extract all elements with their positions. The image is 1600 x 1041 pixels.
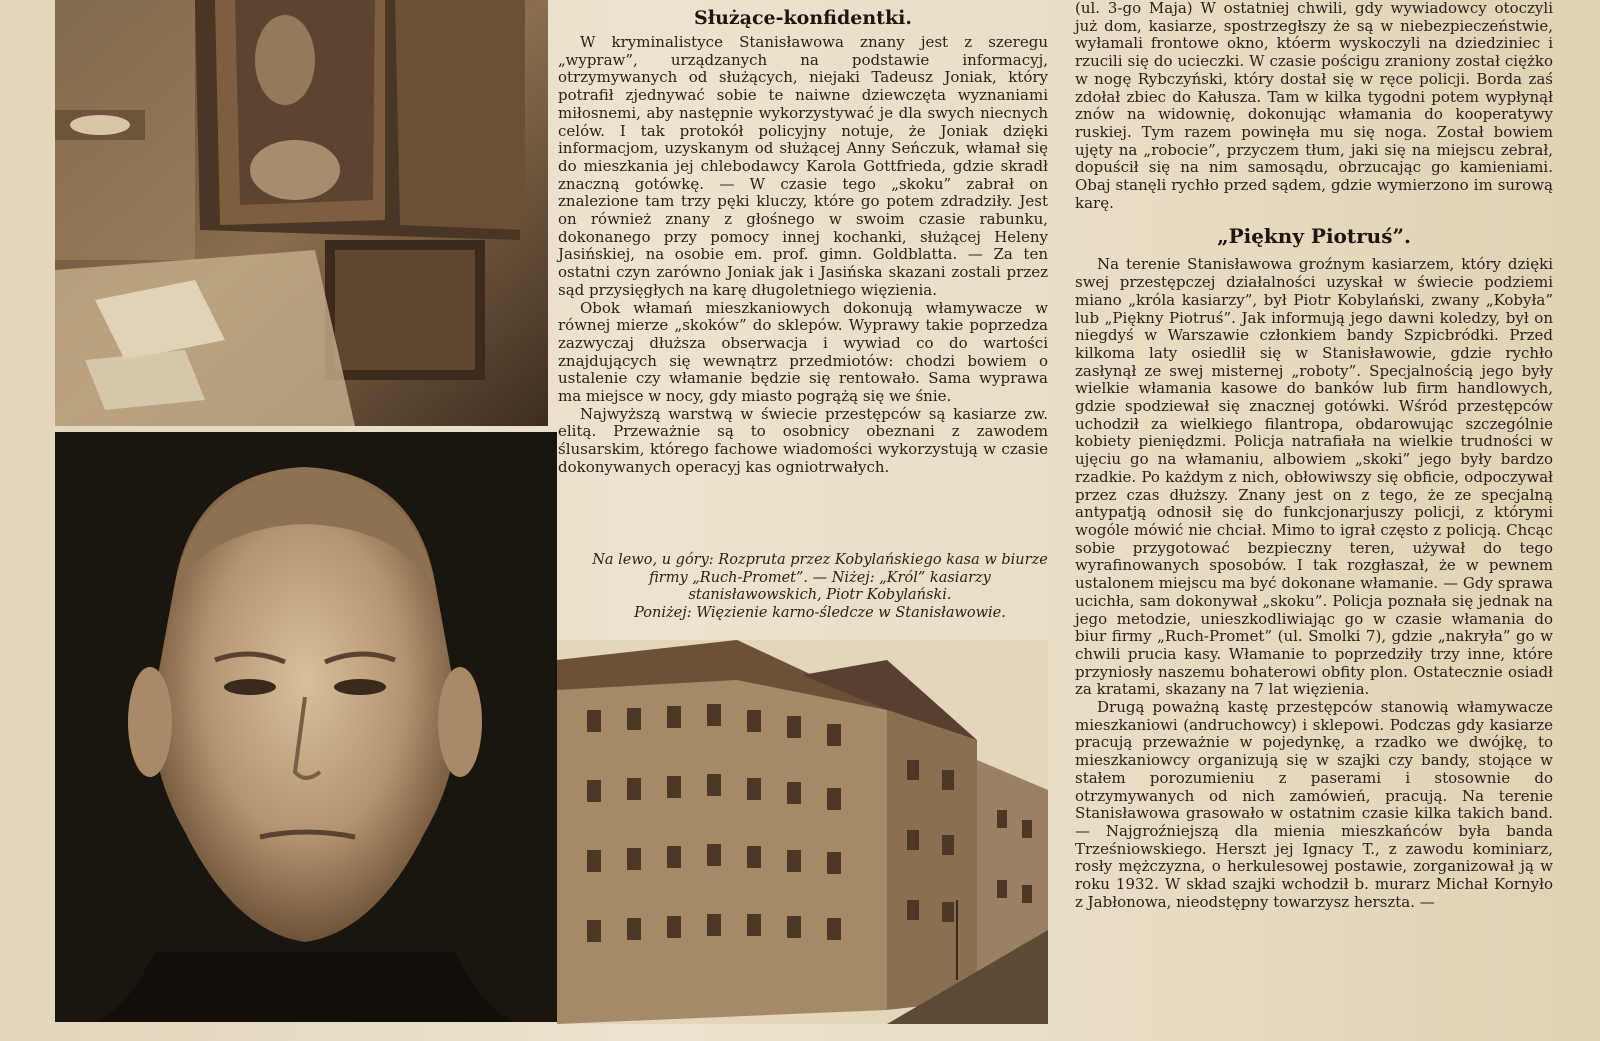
- article-paragraph: Najwyższą warstwą w świecie przestępców są kasiarze zw. elitą. Przeważnie są to osobnicy obeznani z zawodem ślusarskim, którego fachowe wiadomości wykorzystują w czasie dokonywanych operacyj kas ogniotrwałych.: [558, 404, 1048, 476]
- article-paragraph: Na terenie Stanisławowa groźnym kasiarzem, który dzięki swej przestępczej działalności uzyskał w świecie podziemi miano „króla kasiarzy”, był Piotr Kobylański, zwany „Kobyła” lub „Piękny Piotruś”. Jak informują jego dawni koledzy, był on niegdyś w Warszawie członkiem bandy Szpicbródki. Przed kilkoma laty osiedlił się w Stanisławowie, gdzie rychło zasłynął ze swej misternej „roboty”. Specjalnością jego były wielkie włamania kasowe do banków lub firm handlowych, gdzie spodziewał się znacznej gotówki. Wśród przestępców uchodził za wielkiego filantropa, obdarowując szczególnie kobiety pieniędzmi. Policja natrafiała na wielkie trudności w ujęciu go na włamaniu, albowiem „skoki” jego były bardzo rzadkie. Po każdym z nich, obłowiwszy się obficie, odpoczywał przez czas dłuższy. Znany jest on z tego, że ze specjalną antypatją odnosił się do funkcjonarjuszy policji, z którymi wogóle mówić nie chciał. Mimo to igrał często z policją. Chcąc sobie przygotować bezpieczny teren, używał do tego wyrafinowanych sposobów. I tak rozgłaszał, że w pewnem ustalonem miejscu ma być dokonane włamanie. — Gdy sprawa ucichła, sam dokonywał „skoku”. Policja poznała się jednak na jego metodzie, unieszkodliwiając go w czasie włamania do biur firmy „Ruch-Promet” (ul. Smolki 7), gdzie „nakryła” go w chwili prucia kasy. Włamanie to poprzedziły trzy inne, które przyniosły naszemu bohaterowi obfity plon. Ostatecznie osiadł za kratami, skazany na 7 lat więzienia.: [1075, 255, 1553, 699]
- caption-line: Poniżej: Więzienie karno-śledcze w Stanisławowie.: [634, 604, 1006, 621]
- photo-caption: [590, 552, 1050, 622]
- article-heading-piekny-piotrus: „Piękny Piotruś”.: [1217, 224, 1411, 249]
- caption-line: Na lewo, u góry: Rozpruta przez Kobylańskiego kasa w biurze firmy „Ruch-Promet”. — Niżej: „Król” kasiarzy stanisławowskich, Piotr Kobylański.: [592, 552, 1048, 603]
- article-paragraph: Obok włamań mieszkaniowych dokonują włamywacze w równej mierze „skoków” do sklepów. Wyprawy takie poprzedza zazwyczaj dłuższa obserwacja i wywiad co do wartości znajdujących się wewnątrz przedmiotów: chodzi bowiem o ustalenie czy włamanie będzie się rentowało. Sama wyprawa ma miejsce w nocy, gdy miasto pogrążą się we śnie.: [558, 298, 1048, 406]
- article-column-right: [1075, 0, 1553, 911]
- photo-prison-building: [557, 640, 1048, 1024]
- article-paragraph: W kryminalistyce Stanisławowa znany jest z szeregu „wypraw”, urządzanych na podstawie informacyj, otrzymywanych od służących, niejaki Tadeusz Joniak, który potrafił zjednywać sobie te naiwne dziewczęta wyznaniami miłosnemi, aby następnie wykorzystywać je dla swych niecnych celów. I tak protokół policyjny notuje, że Joniak dzięki informacjom, uzyskanym od służącej Anny Seńczuk, włamał się do mieszkania jej chlebodawcy Karola Gottfrieda, gdzie skradł znaczną gotówkę. — W czasie tego „skoku” zabrał on znalezione tam trzy pęki kluczy, które go potem zdradziły. Jest on również znany z głośnego w swoim czasie rabunku, dokonanego przy pomocy innej kochanki, służącej Heleny Jasińskiej, na osobie em. prof. gimn. Goldblatta. — Za ten ostatni czyn zarówno Joniak jak i Jasińska skazani zostali przez sąd przysięgłych na karę długoletniego więzienia.: [558, 33, 1048, 299]
- article-paragraph-continued: (ul. 3-go Maja) W ostatniej chwili, gdy wywiadowcy otoczyli już dom, kasiarze, spostrzegłszy że są w niebezpieczeństwie, wyłamali frontowe okno, któerm wyskoczyli na dziedziniec i rzucili się do ucieczki. W czasie pościgu zraniony został ciężko w nogę Rybczyński, który dostał się w ręce policji. Borda zaś zdołał zbiec do Kałusza. Tam w kilka tygodni potem wypłynął znów na widownię, dokonując włamania do kooperatywy ruskiej. Tym razem powinęła mu się noga. Został bowiem ujęty na „robocie”, przyczem tłum, jaki się na miejscu zebrał, dopuścił się na nim samosądu, obrzucając go kamieniami. Obaj stanęli rychło przed sądem, gdzie wymierzono im surową karę.: [1075, 0, 1553, 212]
- photo-ripped-safe: [55, 0, 548, 426]
- photo-portrait-piotr-kobylanski: [55, 432, 557, 1022]
- article-paragraph: Drugą poważną kastę przestępców stanowią włamywacze mieszkaniowi (andruchowcy) i sklepowi. Podczas gdy kasiarze pracują przeważnie w pojedynkę, a rzadko we dwójkę, to mieszkaniowcy organizują się w szajki czy bandy, stojące w stałem porozumieniu z paserami i stosownie do otrzymywanych od nich zamówień, pracują. Na terenie Stanisławowa grasowało w ostatnim czasie kilka takich band. — Najgroźniejszą dla mienia mieszkańców była banda Trześniowskiego. Herszt jej Ignacy T., z zawodu kominiarz, rosły mężczyzna, o herkulesowej postawie, zorganizował ją w roku 1932. W skład szajki wchodził b. murarz Michał Kornyło z Jabłonowa, nieodstępny towarzysz herszta. —: [1075, 698, 1553, 911]
- article-column-middle: [558, 34, 1048, 477]
- article-heading-sluzace-konfidentki: Służące-konfidentki.: [694, 7, 912, 29]
